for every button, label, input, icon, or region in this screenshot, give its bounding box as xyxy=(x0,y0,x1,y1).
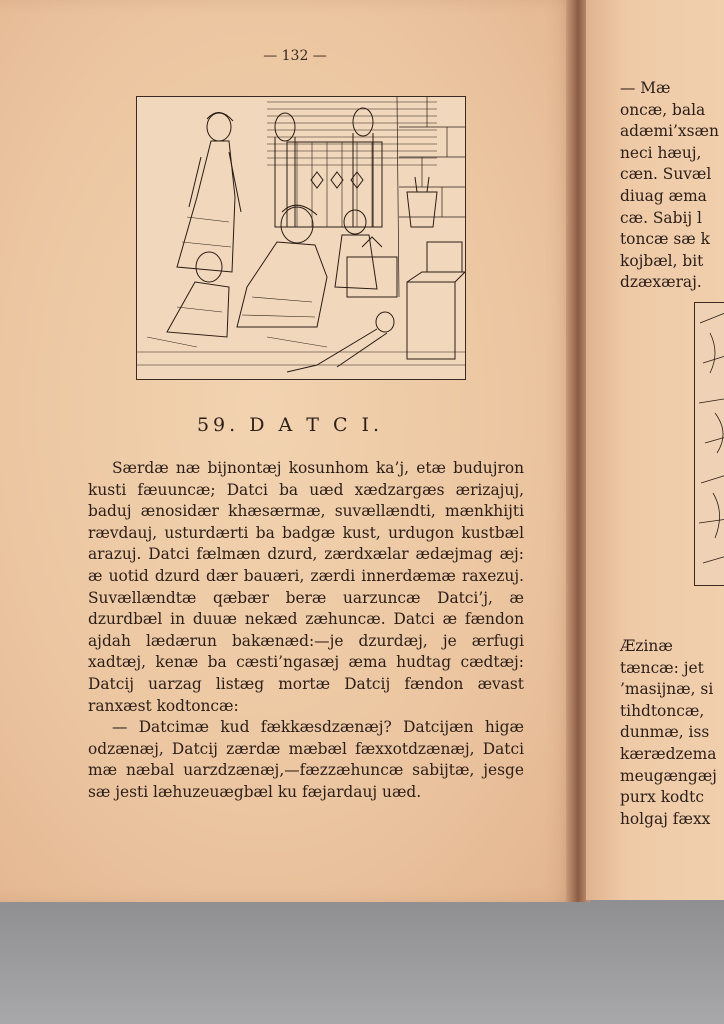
text-line: kærædzema xyxy=(620,744,717,763)
text-line: kojbæl, bit xyxy=(620,251,704,270)
text-line: holgaj fæxx xyxy=(620,809,711,828)
text-line: Æzinæ xyxy=(620,637,673,655)
right-illustration-drawing xyxy=(695,303,724,585)
chapter-title: 59. D A T C I. xyxy=(196,414,384,436)
illustration-drawing xyxy=(137,97,465,379)
right-page-text-top xyxy=(620,78,724,294)
text-line: adæmi’xsæn xyxy=(620,122,719,141)
page-number: — 132 — xyxy=(263,48,327,64)
text-line: diuag æma xyxy=(620,186,707,205)
scanner-background xyxy=(0,900,724,1024)
paragraph: Særdæ næ bijnontæj kosunhom ka’j, etæ budujron kusti fæuuncæ; Datci ba uæd xædzargæs ærizajuj, baduj ænosidær khæsærmæ, suvællændti, mænkhijti rævdauj, usturdærti ba badgæ kust, urdugon kustbæl arazuj. Datci fælmæn dzurd, zærdxælar ædæjmag æj: æ uotid dzurd dær bauæri, zærdi innerdæmæ raxezuj. Suvællændtæ qæbær beræ uarzuncæ Datci’j, æ dzurdbæl in duuæ nekæd zæhuncæ. Datci æ fændon ajdah lædærun bakænæd:—je dzurdæj, je ærfugi xadtæj, kenæ ba cæsti’ngasæj æma hudtag cædtæj: Datcij uarzag listæg mortæ Datcij fændon ævast ranxæst kodtoncæ: xyxy=(88,459,524,715)
right-page-text-bottom xyxy=(620,636,724,830)
text-line: dzæxæraj. xyxy=(620,273,702,292)
illustration-children-playing xyxy=(136,96,466,380)
text-line: ’masijnæ, si xyxy=(620,680,714,699)
text-line: tihdtoncæ, xyxy=(620,701,705,720)
paragraph: — Datcimæ kud fækkæsdzænæj? Datcijæn higæ odzænæj, Datcij zærdæ mæbæl fæxxotdzænæj, Datci mæ næbal uarzdzænæj,—fæzzæhuncæ sabijtæ, jesge sæ jesti læhuzeuægbæl ku fæjardauj uæd. xyxy=(88,718,524,801)
text-line: cæn. Suvæl xyxy=(620,165,712,184)
text-line: tæncæ: jet xyxy=(620,658,704,677)
text-line: toncæ sæ k xyxy=(620,230,710,249)
chapter-body xyxy=(88,458,524,804)
text-line: oncæ, bala xyxy=(620,100,706,119)
text-line: — Mæ xyxy=(620,79,671,97)
text-line: dunmæ, iss xyxy=(620,723,710,742)
text-line: purx kodtc xyxy=(620,788,704,807)
text-line: cæ. Sabij l xyxy=(620,208,702,227)
right-page-illustration xyxy=(694,302,724,586)
text-line: neci hæuj, xyxy=(620,143,702,162)
text-line: meugængæj xyxy=(620,766,717,785)
